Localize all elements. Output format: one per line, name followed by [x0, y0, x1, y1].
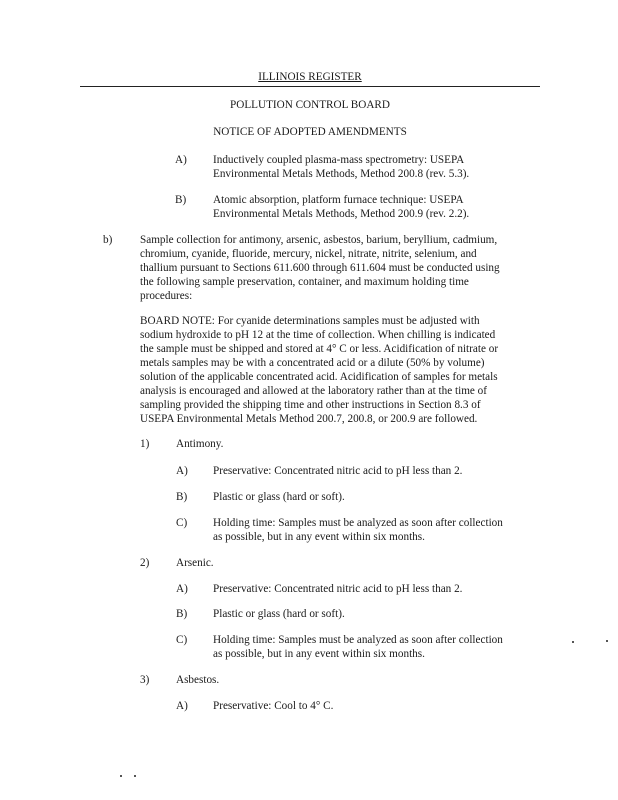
board-note-line: sampling provided the shipping time and other instructions in Section 8.3 of	[140, 399, 481, 411]
item-line: Plastic or glass (hard or soft).	[213, 491, 345, 503]
section-b-line: thallium pursuant to Sections 611.600 through 611.604 must be conducted using	[140, 262, 500, 274]
section-b-label: b)	[103, 234, 113, 246]
board-note-line: BOARD NOTE: For cyanide determinations samples must be adjusted with	[140, 315, 480, 327]
item-label: B)	[176, 608, 188, 620]
board-note-line: metals samples may be with a concentrated acid or a dilute (50% by volume)	[140, 357, 485, 369]
scan-speck	[120, 775, 122, 777]
subsection-number: 1)	[140, 438, 150, 450]
item-label: A)	[176, 583, 188, 595]
header-rule	[80, 86, 540, 87]
subsection-title: Asbestos.	[176, 674, 220, 686]
top-item-line: Inductively coupled plasma-mass spectrometry: USEPA	[213, 154, 465, 166]
subsection-number: 3)	[140, 674, 150, 686]
item-line: as possible, but in any event within six months.	[213, 648, 425, 660]
item-label: B)	[176, 491, 188, 503]
item-line: as possible, but in any event within six months.	[213, 531, 425, 543]
section-b-line: chromium, cyanide, fluoride, mercury, nickel, nitrate, nitrite, selenium, and	[140, 248, 477, 260]
section-b-line: Sample collection for antimony, arsenic, asbestos, barium, beryllium, cadmium,	[140, 234, 498, 246]
scan-speck	[572, 641, 574, 643]
item-label: C)	[176, 634, 188, 646]
scan-speck	[134, 775, 136, 777]
notice-title: NOTICE OF ADOPTED AMENDMENTS	[213, 126, 407, 138]
top-item-line: Environmental Metals Methods, Method 200.9 (rev. 2.2).	[213, 208, 470, 220]
item-line: Preservative: Concentrated nitric acid to pH less than 2.	[213, 583, 463, 595]
board-note-line: sodium hydroxide to pH 12 at the time of collection. When chilling is indicated	[140, 329, 496, 341]
item-line: Holding time: Samples must be analyzed as soon after collection	[213, 634, 503, 646]
board-note-line: solution of the applicable concentrated acid. Acidification of samples for metals	[140, 371, 498, 383]
item-line: Plastic or glass (hard or soft).	[213, 608, 345, 620]
scan-speck	[606, 640, 608, 642]
top-item-line: Atomic absorption, platform furnace technique: USEPA	[213, 194, 464, 206]
top-item-line: Environmental Metals Methods, Method 200.8 (rev. 5.3).	[213, 168, 470, 180]
item-line: Holding time: Samples must be analyzed as soon after collection	[213, 517, 503, 529]
item-line: Preservative: Concentrated nitric acid to pH less than 2.	[213, 465, 463, 477]
subsection-number: 2)	[140, 557, 150, 569]
subsection-title: Antimony.	[176, 438, 224, 450]
item-label: A)	[176, 700, 188, 712]
top-item-label: A)	[175, 154, 187, 166]
board-note-line: analysis is encouraged and allowed at the laboratory rather than at the time of	[140, 385, 487, 397]
item-label: A)	[176, 465, 188, 477]
item-label: C)	[176, 517, 188, 529]
section-b-line: procedures:	[140, 290, 193, 302]
subsection-title: Arsenic.	[176, 557, 214, 569]
board-note-line: the sample must be shipped and stored at 4° C or less. Acidification of nitrate or	[140, 343, 499, 355]
item-line: Preservative: Cool to 4° C.	[213, 700, 334, 712]
top-item-label: B)	[175, 194, 187, 206]
board-note-line: USEPA Environmental Metals Method 200.7, 200.8, or 200.9 are followed.	[140, 413, 478, 425]
board-title: POLLUTION CONTROL BOARD	[230, 99, 390, 111]
section-b-line: the following sample preservation, container, and maximum holding time	[140, 276, 469, 288]
register-title: ILLINOIS REGISTER	[258, 71, 362, 83]
